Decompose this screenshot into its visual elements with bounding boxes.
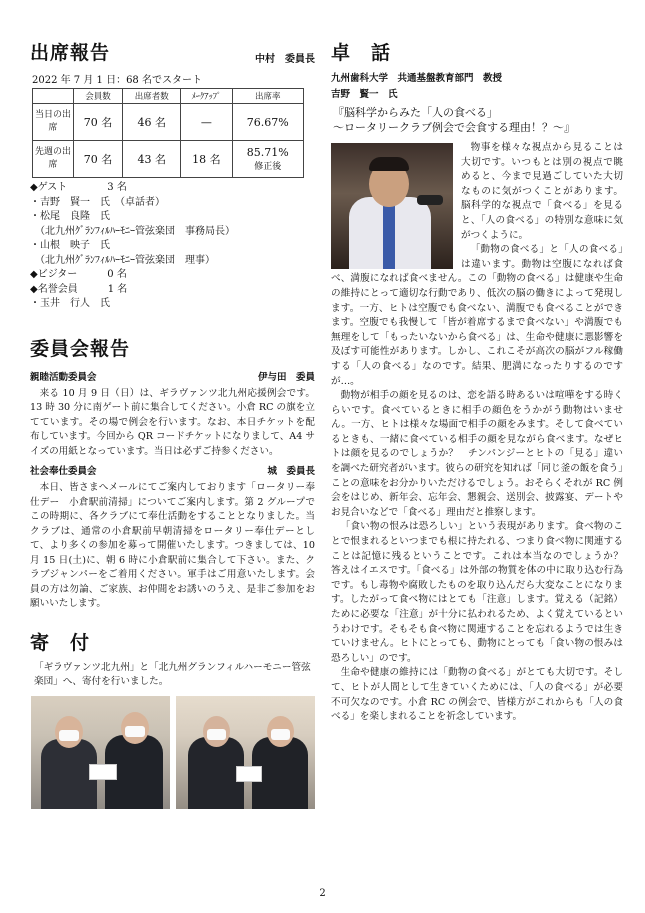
talk-paragraph: 「動物の食べる」と「人の食べる」は違います。動物は空腹になれば食べ、満腹になれば食べません。この「動物の食べる」は健康や生命の維持にとって適切な行動であり、低次の脳の働きによって発現します。一方、ヒトは空腹でも食べない、満腹でも食べることができます。空腹でも我慢して「皆が着席するまで食べない」や満腹でも無理をして「もったいないから食べる」は、生命や健康に悪影響を及ぼす可能性があります。しかし、これこそが高次の脳がフル稼働する「人の食べる」なのです。結果、肥満になったりするのですが…。 [331, 244, 623, 387]
cell-members: 70 名 [74, 104, 123, 141]
table-header [33, 89, 74, 104]
committee-header [30, 334, 315, 361]
attendance-author: 中村 委員長 [255, 54, 315, 65]
table-header-row [33, 89, 304, 104]
donation-title: 寄 付 [30, 631, 91, 654]
face-mask [125, 726, 145, 737]
list-item: ・山根 映子 氏 [30, 240, 110, 251]
attendance-header [30, 38, 315, 65]
speaker-info [331, 71, 623, 103]
microphone [417, 195, 443, 205]
speaker-hair [369, 157, 409, 171]
speaker-name: 吉野 賢一 氏 [331, 89, 398, 100]
face-mask [271, 729, 290, 740]
talk-title-line: 『脳科学からみた「人の食べる」 [333, 106, 498, 119]
committee-text: 本日、皆さまへメールにてご案内しております「ロータリー奉仕デー 小倉駅前清掃」についてご案内します。第 2 グループでこの時期に、各クラブにて奉仕活動をすることとなりました。当クラブは、通常の小倉駅前早朝清掃をロータリー奉仕デーとして、より多くの参加を募って開催いたします。つきましては、10 月 15 日(土)に、朝 6 時に小倉駅前に集合して下さい。また、クラブジャンパーをご着用ください。軍手はご用意いたします。会員の方は勿論、ご家族、お仲間をお誘いのうえ、是非ご参加をお願いいたします。 [30, 482, 315, 609]
talk-paragraph: 動物が相手の顔を見るのは、恋を語る時あるいは喧嘩をする時くらいです。食べているときに相手の顔色をうかがう動物はいません。一方、ヒトは様々な場面で相手の顔をみます。そして食べているときも、一緒に食べている相手の顔を見ながら食べます。なぜヒトは顔を見るのでしょうか？ チンパンジーとヒトの「見る」違いを調べた研究者がいます。彼らの研究を知れば「同じ釜の飯を食う」ことの意味をお分かりいただけるでしょう。おそらくそれが RC 例会をはじめ、新年会、忘年会、懇親会、送別会、披露宴、デートやお見合いなどで「食べる」理由だと推察します。 [331, 390, 623, 518]
speaker-tie [383, 203, 395, 269]
table-header: 出席率 [232, 89, 303, 104]
envelope [236, 766, 262, 782]
table-header: 会員数 [74, 89, 123, 104]
subsection-name: 社会奉仕委員会 [30, 466, 97, 477]
list-item: （北九州ｸﾞﾗﾝﾌｨﾙﾊｰﾓﾆｰ管弦楽団 事務局長） [30, 225, 235, 237]
donation-photo [176, 696, 315, 809]
row-label: 当日の出席 [33, 104, 74, 141]
talk-paragraph: 「食い物の恨みは恐ろしい」という表現があります。食べ物のことで恨まれるといつまでも根に持たれる、つまり食べ物に関連することは記憶に残るということです。これは本当なのでしょうか？ 答えはイエスです。「食べる」は外部の物質を体の中に取り込む行為です。もし毒物や腐敗したものを取り込んだら大変なことになります。したがって食べ物にはとても「注意」します。覚える（記銘）ために必要な「注意」が十分に払われるため、よく覚えているというわけです。そもそも食べ物に関連することを忘れるようでは生きていけません。ヒトにとっても、動物にとっても「食い物の恨みは恐ろしい」のです。 [331, 521, 633, 664]
face-mask [59, 730, 79, 741]
subsection-author: 伊与田 委員 [257, 371, 315, 383]
attendance-title: 出席報告 [30, 42, 111, 64]
left-column [30, 38, 315, 809]
cell-makeup: 18 名 [181, 141, 232, 178]
rate-value: 85.71% [246, 146, 289, 159]
talk-header [331, 38, 623, 65]
rate-note: 修正後 [254, 162, 282, 172]
row-label: 先週の出席 [33, 141, 74, 178]
table-header: 出席者数 [123, 89, 181, 104]
cell-rate: 76.67% [232, 104, 303, 141]
table-row [33, 141, 304, 178]
donation-text: 「ギラヴァンツ北九州」と「北九州グランフィルハーモニー管弦楽団」へ、寄付を行いました。 [34, 661, 311, 687]
committee-text: 来る 10 月 9 日（日）は、ギラヴァンツ北九州応援例会です。13 時 30 分に南ゲート前に集合してください。小倉 RC の旗を立てています。その場で例会を行います。なお、本日チケットを配布しています。今回から QR コードチケットになりまして、A4 サイズの用紙となっています。当日は必ずご持参ください。 [30, 387, 315, 457]
donation-photo [31, 696, 170, 809]
cell-rate [232, 141, 303, 178]
cell-makeup: — [181, 104, 232, 141]
speaker-photo [331, 143, 453, 269]
attendance-start-line: 2022 年 7 月 1 日：68 名でスタート [32, 75, 202, 86]
table-header: ﾒｰｸｱｯﾌﾟ [181, 89, 232, 104]
talk-title-heading: 卓 話 [331, 42, 392, 64]
subsection-name: 親睦活動委員会 [30, 371, 97, 383]
face-mask [207, 729, 226, 740]
envelope [89, 764, 117, 780]
cell-attendees: 46 名 [123, 104, 181, 141]
subsection-header [30, 369, 315, 383]
speaker-affiliation: 九州歯科大学 共通基盤教育部門 教授 [331, 73, 503, 84]
talk-title-line: ～ロータリークラブ例会で会食する理由！？～』 [333, 121, 575, 134]
list-item: ◆ゲスト 3 名 [30, 182, 127, 193]
list-item: ◆ビジター 0 名 [30, 269, 127, 280]
list-item: ・松尾 良隆 氏 [30, 211, 110, 222]
talk-paragraph: 物事を様々な視点から見ることは大切です。いつもとは別の視点で眺めると、今まで見過ごしていた大切なものに気がつくことがあります。脳科学的な視点で「食べる」を見ると、「人の食べる」の特別な意味に気がつくように。 [461, 142, 623, 241]
table-row [33, 104, 304, 141]
cell-members: 70 名 [74, 141, 123, 178]
list-item: ◆名誉会員 1 名 [30, 283, 128, 295]
right-column [331, 38, 633, 725]
donation-photos [31, 696, 315, 809]
subsection-header [30, 463, 315, 477]
list-item: （北九州ｸﾞﾗﾝﾌｨﾙﾊｰﾓﾆｰ管弦楽団 理事） [30, 254, 215, 266]
talk-title [333, 105, 623, 135]
subsection-author: 城 委員長 [267, 466, 315, 477]
guest-list [30, 181, 315, 312]
cell-attendees: 43 名 [123, 141, 181, 178]
attendance-table [32, 88, 304, 178]
page-number: 2 [319, 888, 326, 899]
list-item: ・吉野 賢一 氏 （卓話者） [30, 196, 165, 208]
talk-paragraph: 生命や健康の維持には「動物の食べる」がとても大切です。そして、ヒトが人間として生きていくためには、「人の食べる」が必要不可欠なのです。小倉 RC の例会で、皆様方がこれからも「人の食べる」を楽しまれることを祈念しています。 [331, 667, 623, 723]
committee-title: 委員会報告 [30, 337, 131, 360]
donation-header [30, 628, 315, 655]
list-item: ・玉井 行人 氏 [30, 298, 110, 309]
